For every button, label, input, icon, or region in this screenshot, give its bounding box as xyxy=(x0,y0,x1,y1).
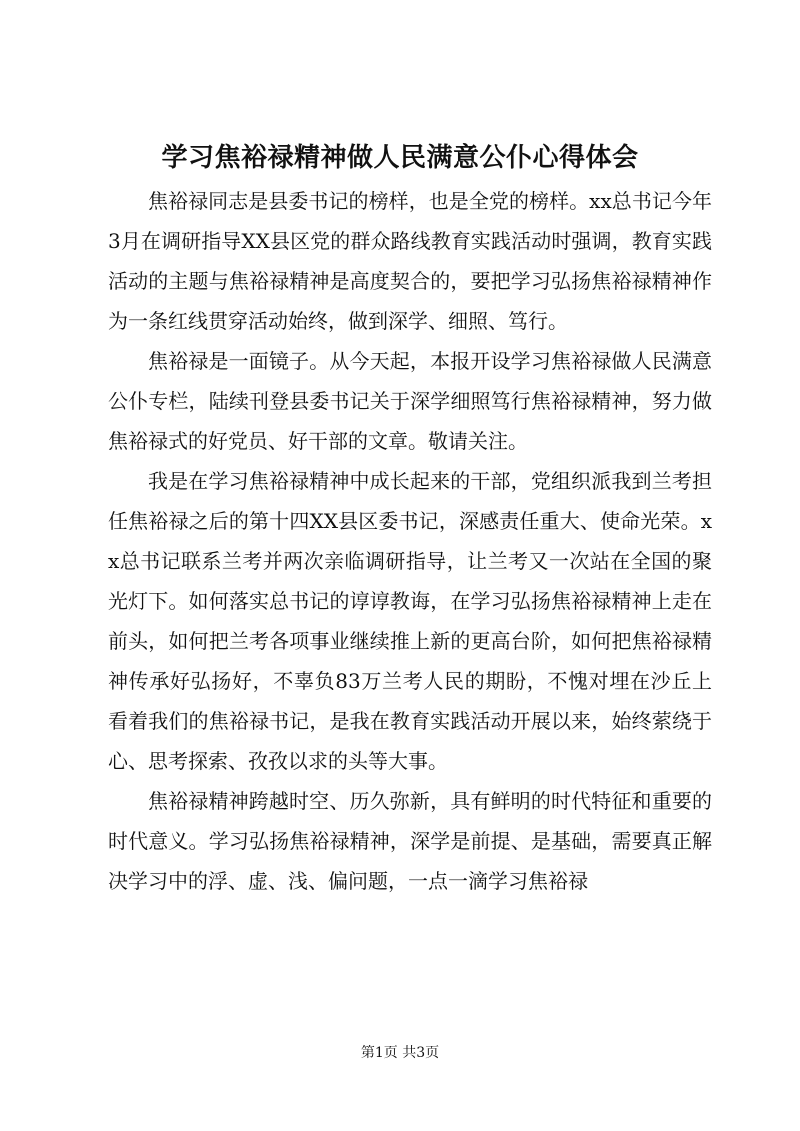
paragraph-3: 我是在学习焦裕禄精神中成长起来的干部，党组织派我到兰考担任焦裕禄之后的第十四XX县区委书记，深感责任重大、使命光荣。xx总书记联系兰考并两次亲临调研指导，让兰考又一次站在全国的聚光灯下。如何落实总书记的谆谆教诲，在学习弘扬焦裕禄精神上走在前头，如何把兰考各项事业继续推上新的更高台阶，如何把焦裕禄精神传承好弘扬好，不辜负83万兰考人民的期盼，不愧对埋在沙丘上看着我们的焦裕禄书记，是我在教育实践活动开展以来，始终萦绕于心、思考探索、孜孜以求的头等大事。 xyxy=(108,469,712,773)
document-body xyxy=(108,181,712,901)
document-title: 学习焦裕禄精神做人民满意公仆心得体会 xyxy=(161,143,639,173)
paragraph-1: 焦裕禄同志是县委书记的榜样，也是全党的榜样。xx总书记今年3月在调研指导XX县区党的群众路线教育实践活动时强调，教育实践活动的主题与焦裕禄精神是高度契合的，要把学习弘扬焦裕禄精神作为一条红线贯穿活动始终，做到深学、细照、笃行。 xyxy=(108,189,712,333)
paragraph-4: 焦裕禄精神跨越时空、历久弥新，具有鲜明的时代特征和重要的时代意义。学习弘扬焦裕禄精神，深学是前提、是基础，需要真正解决学习中的浮、虚、浅、偏问题，一点一滴学习焦裕禄 xyxy=(108,789,712,893)
paragraph-2: 焦裕禄是一面镜子。从今天起，本报开设学习焦裕禄做人民满意公仆专栏，陆续刊登县委书记关于深学细照笃行焦裕禄精神，努力做焦裕禄式的好党员、好干部的文章。敬请关注。 xyxy=(108,349,712,453)
page-number-footer: 第1页 共3页 xyxy=(360,1045,440,1061)
